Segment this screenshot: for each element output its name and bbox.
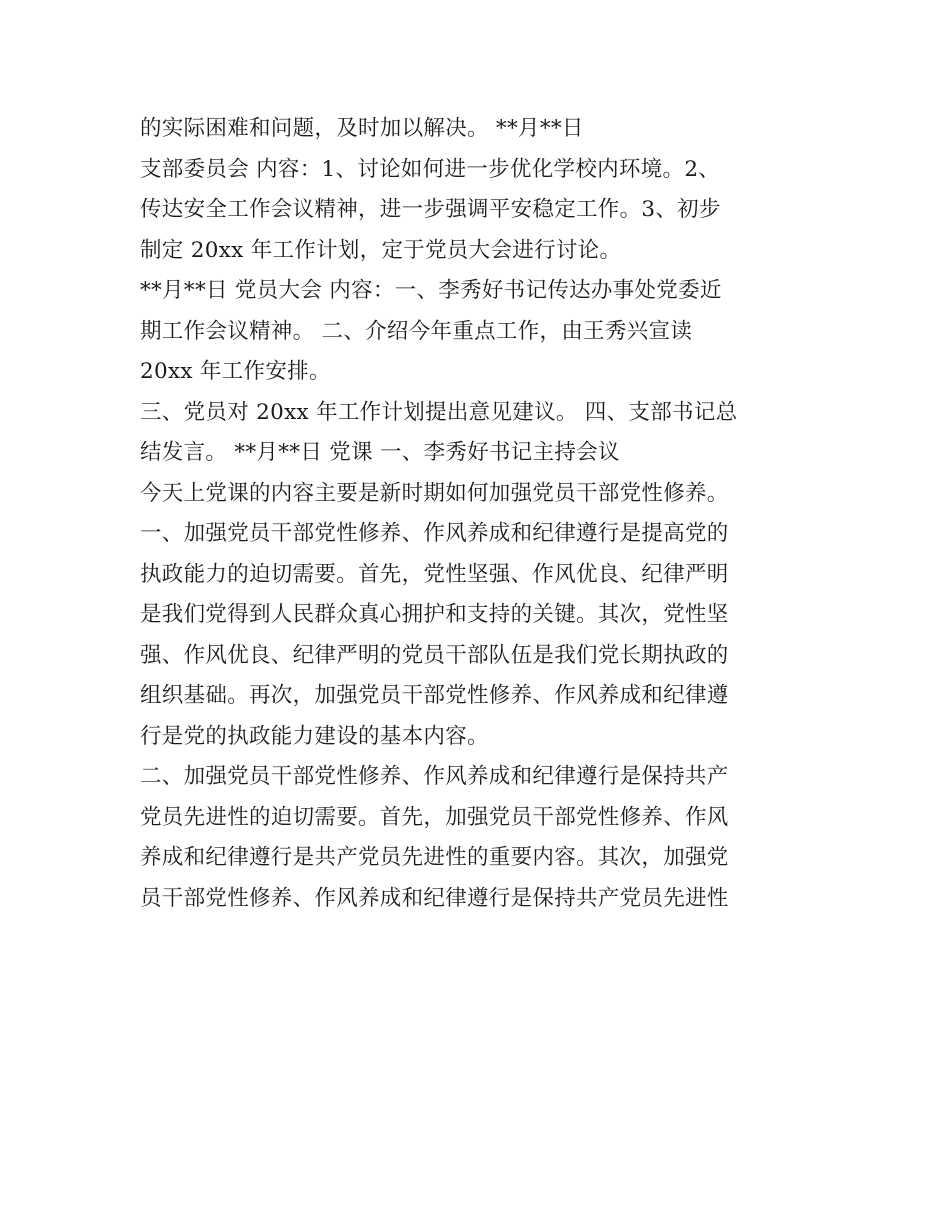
- text-line: 传达安全工作会议精神，进一步强调平安稳定工作。3、初步: [140, 197, 721, 222]
- text-line: 支部委员会 内容：1、讨论如何进一步优化学校内环境。2、: [140, 156, 721, 182]
- text-line: 执政能力的迫切需要。首先，党性坚强、作风优良、纪律严明: [140, 561, 729, 587]
- text-line: 三、党员对 20xx 年工作计划提出意见建议。 四、支部书记总: [140, 399, 738, 425]
- text-line: 一、加强党员干部党性修养、作风养成和纪律遵行是提高党的: [140, 521, 729, 546]
- text-line: 党员先进性的迫切需要。首先，加强党员干部党性修养、作风: [140, 804, 729, 830]
- text-line: **月**日 党员大会 内容：一、李秀好书记传达办事处党委近: [140, 278, 722, 303]
- text-line: 行是党的执政能力建设的基本内容。: [140, 723, 489, 749]
- document-body: [140, 109, 830, 919]
- text-line: 结发言。 **月**日 党课 一、李秀好书记主持会议: [140, 440, 620, 465]
- text-line: 养成和纪律遵行是共产党员先进性的重要内容。其次，加强党: [140, 845, 729, 870]
- text-line: 强、作风优良、纪律严明的党员干部队伍是我们党长期执政的: [140, 642, 729, 668]
- text-line: 期工作会议精神。 二、介绍今年重点工作，由王秀兴宣读: [140, 318, 693, 344]
- text-line: 20xx 年工作安排。: [140, 359, 331, 384]
- text-line: 组织基础。再次，加强党员干部党性修养、作风养成和纪律遵: [140, 683, 729, 708]
- text-line: 的实际困难和问题，及时加以解决。 **月**日: [140, 116, 584, 141]
- text-line: 今天上党课的内容主要是新时期如何加强党员干部党性修养。: [140, 480, 729, 506]
- text-line: 是我们党得到人民群众真心拥护和支持的关键。其次，党性坚: [140, 602, 729, 627]
- text-line: 二、加强党员干部党性修养、作风养成和纪律遵行是保持共产: [140, 764, 729, 789]
- text-line: 制定 20xx 年工作计划，定于党员大会进行讨论。: [140, 237, 622, 263]
- text-line: 员干部党性修养、作风养成和纪律遵行是保持共产党员先进性: [140, 885, 729, 911]
